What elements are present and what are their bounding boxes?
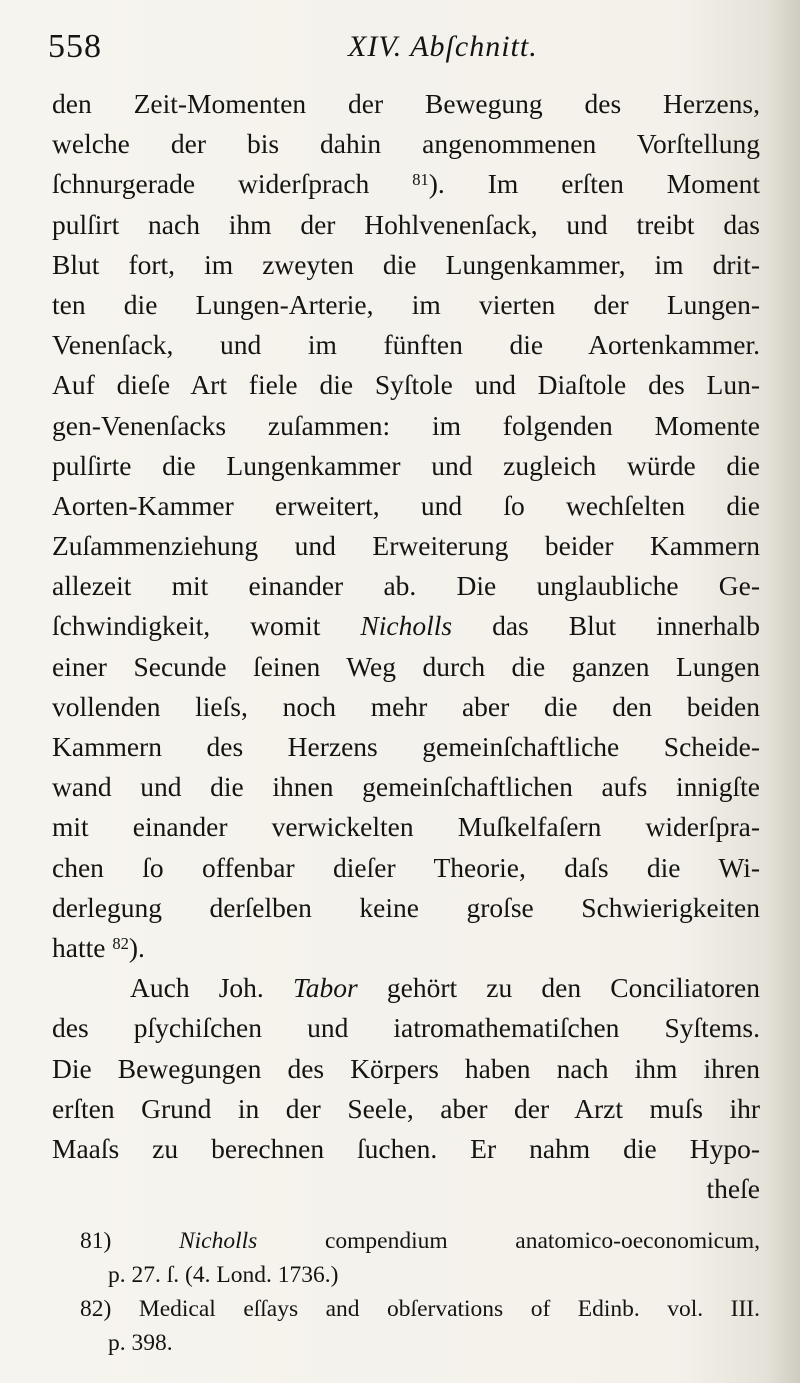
text-line: Auf dieſe Art fiele die Syſtole und Diaſtole des Lun- — [52, 369, 760, 401]
footnote-81: 81) Nicholls compendium anatomico-oeconomicum, — [80, 1228, 760, 1254]
text-line: mit einander verwickelten Muſkelfaſern widerſpra- — [52, 811, 760, 843]
footnotes — [80, 1224, 760, 1360]
catchword: theſe — [706, 1173, 760, 1205]
text-line: Zuſammenziehung und Erweiterung beider Kammern — [52, 530, 760, 562]
text-line: ſchwindigkeit, womit Nicholls das Blut innerhalb — [52, 610, 760, 642]
text-line: Kammern des Herzens gemeinſchaftliche Scheide- — [52, 731, 760, 762]
text-line: wand und die ihnen gemeinſchaftlichen aufs innigſte — [52, 771, 760, 803]
text-line: vollenden lieſs, noch mehr aber die den beiden — [52, 690, 760, 722]
text-line: chen ſo offenbar dieſer Theorie, daſs die Wi- — [52, 851, 760, 883]
text-line: derlegung derſelben keine groſse Schwierigkeiten — [52, 891, 760, 923]
text-line: Maaſs zu berechnen ſuchen. Er nahm die Hypo- — [52, 1132, 760, 1164]
author-name: Nicholls — [360, 610, 453, 642]
text-line: pulſirte die Lungenkammer und zugleich würde die — [52, 449, 760, 481]
page-header — [48, 22, 768, 72]
footnote-ref-82: 82 — [112, 933, 129, 953]
text-line: allezeit mit einander ab. Die unglaubliche Ge- — [52, 570, 760, 602]
text-line: Blut fort, im zweyten die Lungenkammer, im drit- — [52, 248, 760, 280]
running-head: XIV. Abſchnitt. — [348, 30, 538, 63]
text-line: Aorten-Kammer erweitert, und ſo wechſelten die — [52, 489, 760, 521]
footnote-81-continuation: p. 27. ſ. (4. Lond. 1736.) — [108, 1262, 339, 1288]
text-line: erſten Grund in der Seele, aber der Arzt muſs ihr — [52, 1092, 760, 1124]
footnote-ref-81: 81 — [412, 170, 429, 190]
text-line: Die Bewegungen des Körpers haben nach ihm ihren — [52, 1052, 760, 1084]
text-line: Venenſack, und im fünften die Aortenkammer. — [52, 329, 760, 361]
text-line: einer Secunde ſeinen Weg durch die ganzen Lungen — [52, 650, 760, 682]
author-name: Tabor — [292, 972, 358, 1004]
text-line: des pſychiſchen und iatromathematiſchen Syſtems. — [52, 1012, 760, 1044]
body-text — [52, 84, 760, 1209]
text-line: ſchnurgerade widerſprach $^{81}$). Im erſten Moment — [52, 168, 760, 200]
text-line: gen-Venenſacks zuſammen: im folgenden Momente — [52, 409, 760, 441]
footnote-82: 82) Medical eſſays and obſervations of Edinb. vol. III. — [80, 1296, 760, 1322]
text-line: hatte $^{82}$). — [52, 931, 145, 963]
text-line: ten die Lungen-Arterie, im vierten der Lungen- — [52, 288, 760, 320]
text-line: pulſirt nach ihm der Hohlvenenſack, und treibt das — [52, 208, 760, 240]
page-number: 558 — [48, 28, 102, 65]
text-line: den Zeit-Momenten der Bewegung des Herzens, — [52, 88, 760, 119]
footnote-82-continuation: p. 398. — [108, 1330, 173, 1356]
text-line: Auch Joh. Tabor gehört zu den Conciliatoren — [130, 972, 760, 1004]
text-line: welche der bis dahin angenommenen Vorſtellung — [52, 128, 760, 160]
